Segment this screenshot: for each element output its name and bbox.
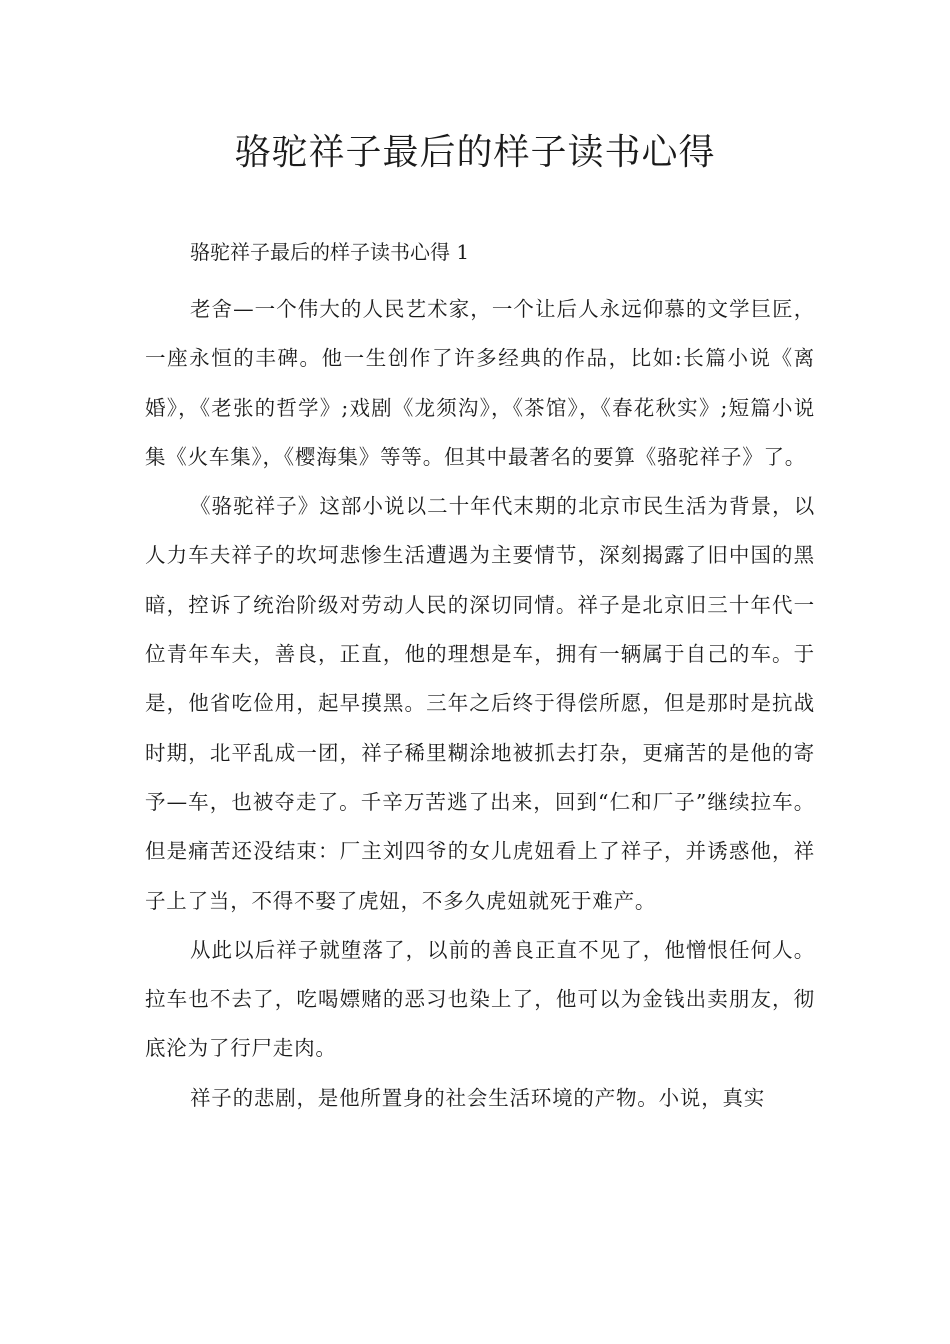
- section-heading: 骆驼祥子最后的样子读书心得 1: [190, 240, 470, 264]
- paragraph-3: 从此以后祥子就堕落了，以前的善良正直不见了，他憎恨任何人。拉车也不去了，吃喝嫖赌的恶习也染上了，他可以为金钱出卖朋友，彻底沦为了行尸走肉。: [145, 937, 815, 1061]
- document-title: 骆驼祥子最后的样子读书心得: [234, 132, 716, 173]
- paragraph-2: 《骆驼祥子》这部小说以二十年代末期的北京市民生活为背景，以人力车夫祥子的坎坷悲惨生活遭遇为主要情节，深刻揭露了旧中国的黑暗，控诉了统治阶级对劳动人民的深切同情。祥子是北京旧三十年代一位青年车夫，善良，正直，他的理想是车，拥有一辆属于自己的车。于是，他省吃俭用，起早摸黑。三年之后终于得偿所愿，但是那时是抗战时期，北平乱成一团，祥子稀里糊涂地被抓去打杂，更痛苦的是他的寄予—车，也被夺走了。千辛万苦逃了出来，回到“仁和厂子”继续拉车。但是痛苦还没结束：厂主刘四爷的女儿虎妞看上了祥子，并诱惑他，祥子上了当，不得不娶了虎妞，不多久虎妞就死于难产。: [145, 494, 815, 913]
- document-body: [145, 285, 815, 1123]
- paragraph-4: 祥子的悲剧，是他所置身的社会生活环境的产物。小说，真实: [190, 1085, 766, 1110]
- paragraph-1: 老舍—一个伟大的人民艺术家，一个让后人永远仰慕的文学巨匠，一座永恒的丰碑。他一生创作了许多经典的作品，比如:长篇小说《离婚》，《老张的哲学》;戏剧《龙须沟》，《茶馆》，《春花秋实》;短篇小说集《火车集》，《樱海集》等等。但其中最著名的要算《骆驼祥子》了。: [145, 297, 815, 469]
